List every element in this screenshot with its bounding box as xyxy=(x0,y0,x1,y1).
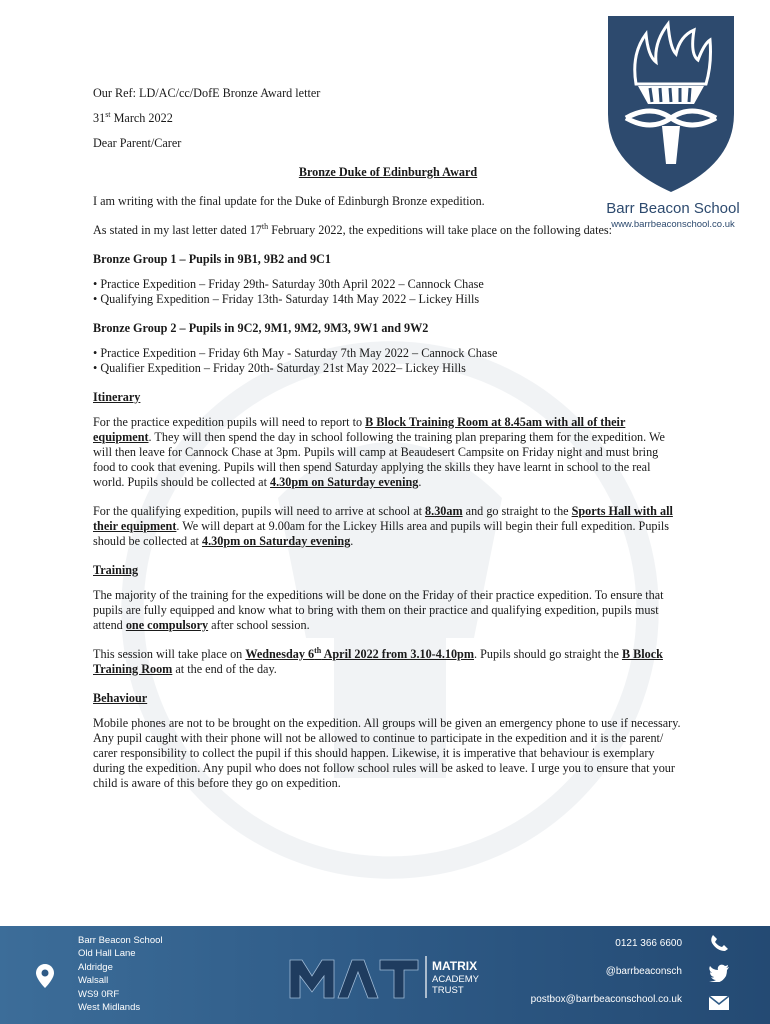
logo-school-name: Barr Beacon School xyxy=(606,200,740,217)
footer-email[interactable]: postbox@barrbeaconschool.co.uk xyxy=(530,994,682,1005)
mat-line1: MATRIX xyxy=(432,959,478,973)
letter-body xyxy=(93,86,683,805)
group-2-heading: Bronze Group 2 – Pupils in 9C2, 9M1, 9M2, 9M3, 9W1 and 9W2 xyxy=(93,321,429,335)
footer-banner xyxy=(0,926,770,1024)
intro-paragraph: I am writing with the final update for the Duke of Edinburgh Bronze expedition. xyxy=(93,194,485,208)
footer-twitter[interactable]: @barrbeaconsch xyxy=(605,966,682,977)
date-suffix: st xyxy=(105,109,111,119)
address-line: WS9 0RF xyxy=(78,988,120,1000)
footer-address xyxy=(78,934,163,1014)
date-rest: March 2022 xyxy=(110,111,173,125)
twitter-icon xyxy=(708,964,730,982)
address-line: Barr Beacon School xyxy=(78,935,163,946)
mat-line2: ACADEMY xyxy=(432,974,479,985)
training-heading: Training xyxy=(93,563,139,577)
itinerary-practice-paragraph: For the practice expedition pupils will need to report to B Block Training Room at 8.45am with all of their equipment. They will then spend the day in school following the training plan preparing them for the expedition. We will then leave for Cannock Chase at 3pm. Pupils will camp at Beaudesert Campsite on Friday night and must bring food to cook that evening. Pupils will then spend Saturday applying the skills they have learnt in school to the real world. Pupils should be collected at 4.30pm on Saturday evening. xyxy=(93,415,665,489)
location-pin-icon xyxy=(36,964,54,988)
salutation: Dear Parent/Carer xyxy=(93,136,182,150)
training-session-paragraph: This session will take place on Wednesday 6th April 2022 from 3.10-4.10pm. Pupils should go straight the B Block Training Room at the end of the day. xyxy=(93,645,663,676)
logo-school-url[interactable]: www.barrbeaconschool.co.uk xyxy=(611,219,735,230)
mat-line3: TRUST xyxy=(432,985,464,996)
footer-phone[interactable]: 0121 366 6600 xyxy=(615,938,682,949)
itinerary-heading: Itinerary xyxy=(93,390,141,404)
matrix-academy-trust-logo xyxy=(288,950,498,1002)
letter-reference: Our Ref: LD/AC/cc/DofE Bronze Award letter xyxy=(93,86,321,100)
address-line: Aldridge xyxy=(78,961,113,973)
group-1-item: • Qualifying Expedition – Friday 13th- Saturday 14th May 2022 – Lickey Hills xyxy=(93,292,480,306)
email-icon xyxy=(708,994,730,1012)
group-1-item: • Practice Expedition – Friday 29th- Saturday 30th April 2022 – Cannock Chase xyxy=(93,277,484,291)
letter-title: Bronze Duke of Edinburgh Award xyxy=(298,165,478,179)
behaviour-heading: Behaviour xyxy=(93,691,148,705)
training-paragraph: The majority of the training for the expeditions will be done on the Friday of their practice expedition. To ensure that pupils are fully equipped and know what to bring with them on their practice and qualifying expedition, pupils must attend one compulsory after school session. xyxy=(93,588,664,632)
date-day: 31 xyxy=(93,111,106,125)
phone-icon xyxy=(708,934,730,952)
group-2-item: • Qualifier Expedition – Friday 20th- Saturday 21st May 2022– Lickey Hills xyxy=(93,361,466,375)
dates-paragraph: As stated in my last letter dated 17th February 2022, the expeditions will take place on the following dates: xyxy=(93,221,613,237)
letter-date xyxy=(93,111,683,126)
behaviour-paragraph: Mobile phones are not to be brought on the expedition. All groups will be given an emergency phone to use if necessary. Any pupil caught with their phone will not be allowed to continue to participate in the expedition and it is the parent/ carer responsibility to collect the pupil if this should happen. Likewise, it is imperative that behaviour is exemplary during the expedition. Any pupil who does not follow school rules will be asked to leave. I urge you to ensure that your child is aware of this before they go on expedition. xyxy=(93,716,681,790)
address-line: Walsall xyxy=(78,975,109,987)
address-line: West Midlands xyxy=(78,1002,141,1014)
address-line: Old Hall Lane xyxy=(78,948,136,960)
group-2-item: • Practice Expedition – Friday 6th May - Saturday 7th May 2022 – Cannock Chase xyxy=(93,346,498,360)
itinerary-qualifying-paragraph: For the qualifying expedition, pupils will need to arrive at school at 8.30am and go straight to the Sports Hall with all their equipment. We will depart at 9.00am for the Lickey Hills area and pupils will begin their full expedition. Pupils should be collected at 4.30pm on Saturday evening. xyxy=(93,504,673,548)
group-1-heading: Bronze Group 1 – Pupils in 9B1, 9B2 and 9C1 xyxy=(93,252,331,266)
